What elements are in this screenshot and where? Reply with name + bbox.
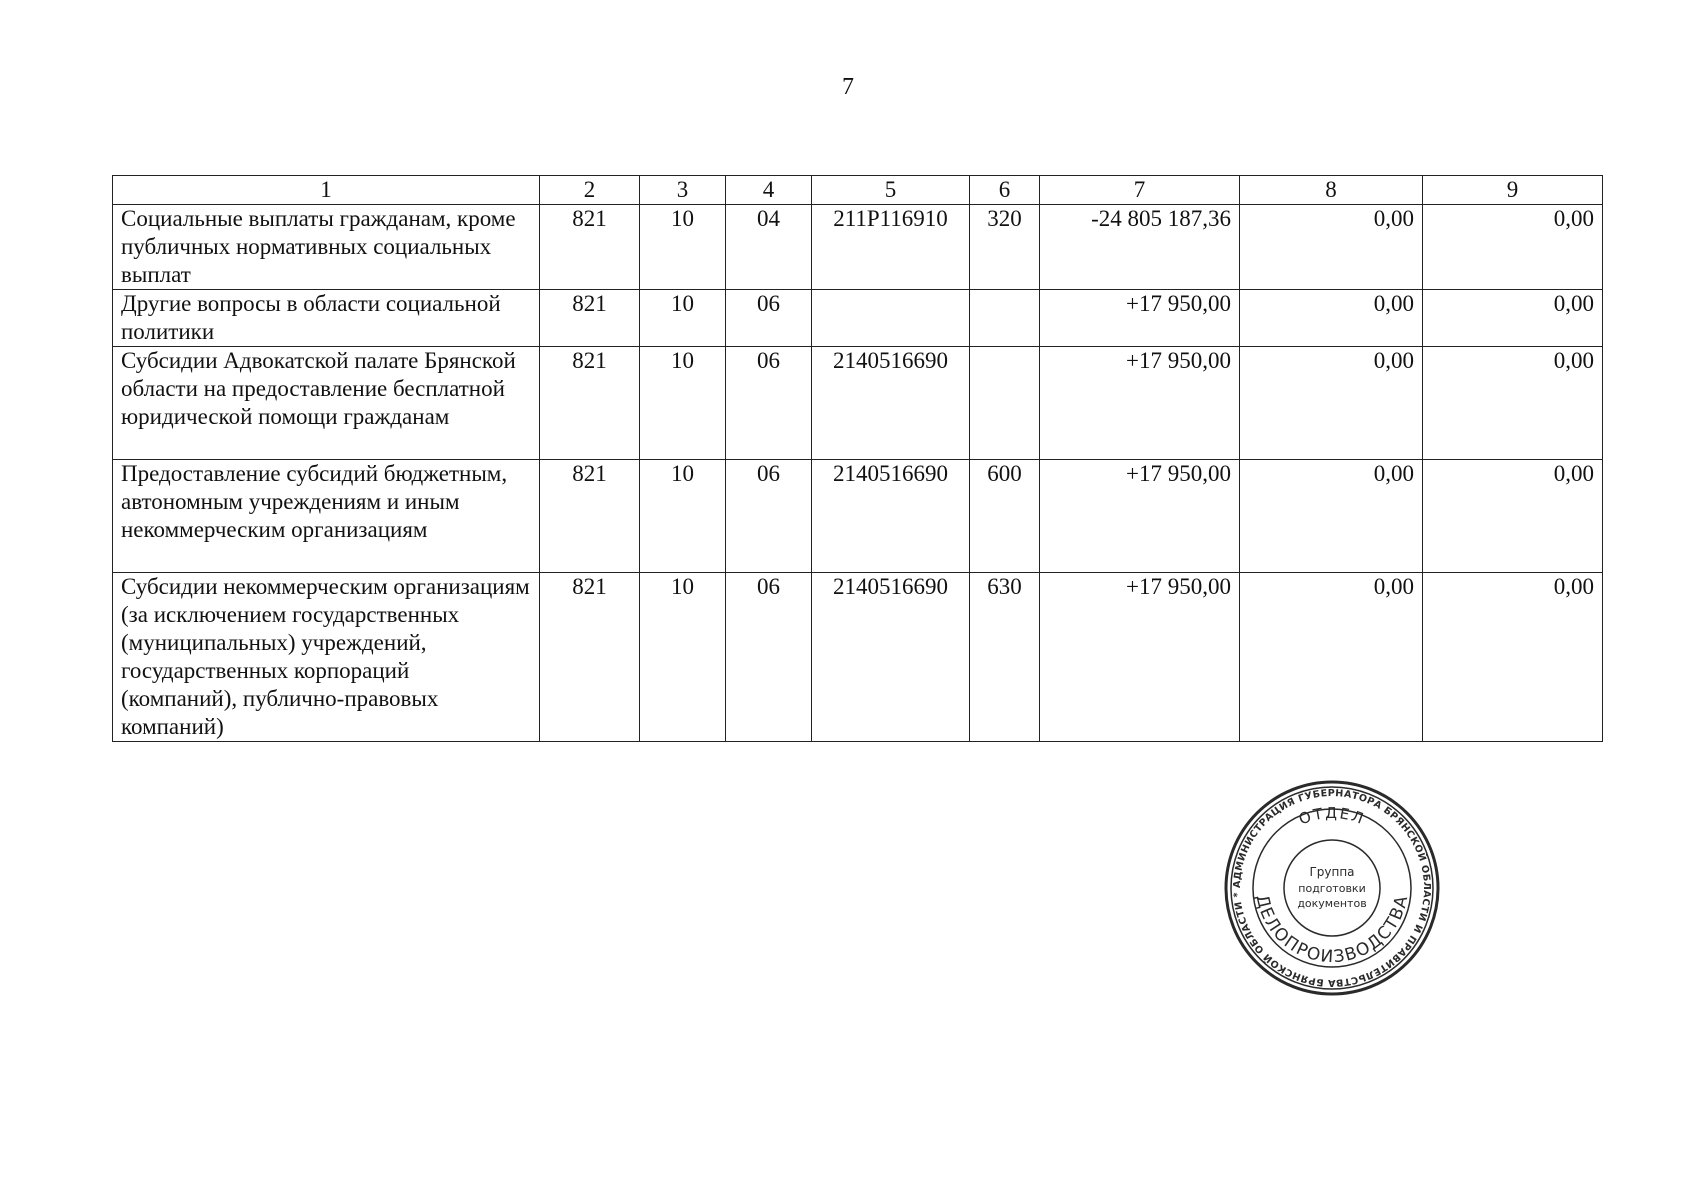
cell-col3: 10 <box>640 290 726 347</box>
cell-col8: 0,00 <box>1240 573 1423 742</box>
row-name: Субсидии некоммерческим организациям (за исключением государственных (муниципальных) учреждений, государственных корпораций (компаний), публично-правовых компаний) <box>113 573 540 742</box>
cell-col8: 0,00 <box>1240 347 1423 460</box>
cell-col4: 06 <box>726 347 812 460</box>
row-name: Предоставление субсидий бюджетным, автономным учреждениям и иным некоммерческим организациям <box>113 460 540 573</box>
cell-col8: 0,00 <box>1240 460 1423 573</box>
cell-col7: +17 950,00 <box>1040 347 1240 460</box>
table-row <box>113 460 1603 573</box>
cell-col5: 2140516690 <box>812 573 970 742</box>
cell-col7: +17 950,00 <box>1040 460 1240 573</box>
cell-col8: 0,00 <box>1240 290 1423 347</box>
cell-col4: 06 <box>726 460 812 573</box>
cell-col5: 2140516690 <box>812 347 970 460</box>
cell-col6 <box>970 290 1040 347</box>
stamp-outer-text: АДМИНИСТРАЦИЯ ГУБЕРНАТОРА БРЯНСКОЙ ОБЛАСТИ И ПРАВИТЕЛЬСТВА БРЯНСКОЙ ОБЛАСТИ * <box>1231 787 1433 989</box>
table-row <box>113 573 1603 742</box>
col-header-9: 9 <box>1423 176 1603 205</box>
cell-col2: 821 <box>540 290 640 347</box>
col-header-5: 5 <box>812 176 970 205</box>
cell-col3: 10 <box>640 205 726 290</box>
cell-col9: 0,00 <box>1423 205 1603 290</box>
col-header-6: 6 <box>970 176 1040 205</box>
col-header-3: 3 <box>640 176 726 205</box>
cell-col4: 06 <box>726 290 812 347</box>
row-name: Социальные выплаты гражданам, кроме публичных нормативных социальных выплат <box>113 205 540 290</box>
cell-col6: 600 <box>970 460 1040 573</box>
cell-col6 <box>970 347 1040 460</box>
cell-col3: 10 <box>640 347 726 460</box>
cell-col4: 04 <box>726 205 812 290</box>
cell-col6: 630 <box>970 573 1040 742</box>
cell-col7: +17 950,00 <box>1040 290 1240 347</box>
row-name: Другие вопросы в области социальной политики <box>113 290 540 347</box>
cell-col9: 0,00 <box>1423 290 1603 347</box>
table-row <box>113 347 1603 460</box>
row-name: Субсидии Адвокатской палате Брянской области на предоставление бесплатной юридической помощи гражданам <box>113 347 540 460</box>
header-row <box>113 176 1603 205</box>
cell-col2: 821 <box>540 460 640 573</box>
page-number: 7 <box>842 74 854 100</box>
official-stamp <box>1222 778 1442 998</box>
stamp-office-text: ДЕЛОПРОИЗВОДСТВА <box>1251 892 1413 968</box>
cell-col2: 821 <box>540 347 640 460</box>
stamp-center-line-3: документов <box>1297 897 1367 910</box>
cell-col9: 0,00 <box>1423 347 1603 460</box>
budget-table <box>112 175 1603 742</box>
cell-col2: 821 <box>540 573 640 742</box>
stamp-center-line-2: подготовки <box>1298 882 1366 895</box>
table-row <box>113 205 1603 290</box>
stamp-department-text: ОТДЕЛ <box>1296 803 1368 829</box>
col-header-4: 4 <box>726 176 812 205</box>
cell-col7: -24 805 187,36 <box>1040 205 1240 290</box>
stamp-center-line-1: Группа <box>1309 865 1355 879</box>
cell-col9: 0,00 <box>1423 573 1603 742</box>
cell-col2: 821 <box>540 205 640 290</box>
col-header-2: 2 <box>540 176 640 205</box>
cell-col7: +17 950,00 <box>1040 573 1240 742</box>
cell-col9: 0,00 <box>1423 460 1603 573</box>
cell-col3: 10 <box>640 460 726 573</box>
col-header-7: 7 <box>1040 176 1240 205</box>
col-header-1: 1 <box>113 176 540 205</box>
cell-col5: 211Р116910 <box>812 205 970 290</box>
cell-col5: 2140516690 <box>812 460 970 573</box>
cell-col8: 0,00 <box>1240 205 1423 290</box>
cell-col4: 06 <box>726 573 812 742</box>
col-header-8: 8 <box>1240 176 1423 205</box>
table-row <box>113 290 1603 347</box>
cell-col5 <box>812 290 970 347</box>
cell-col3: 10 <box>640 573 726 742</box>
cell-col6: 320 <box>970 205 1040 290</box>
